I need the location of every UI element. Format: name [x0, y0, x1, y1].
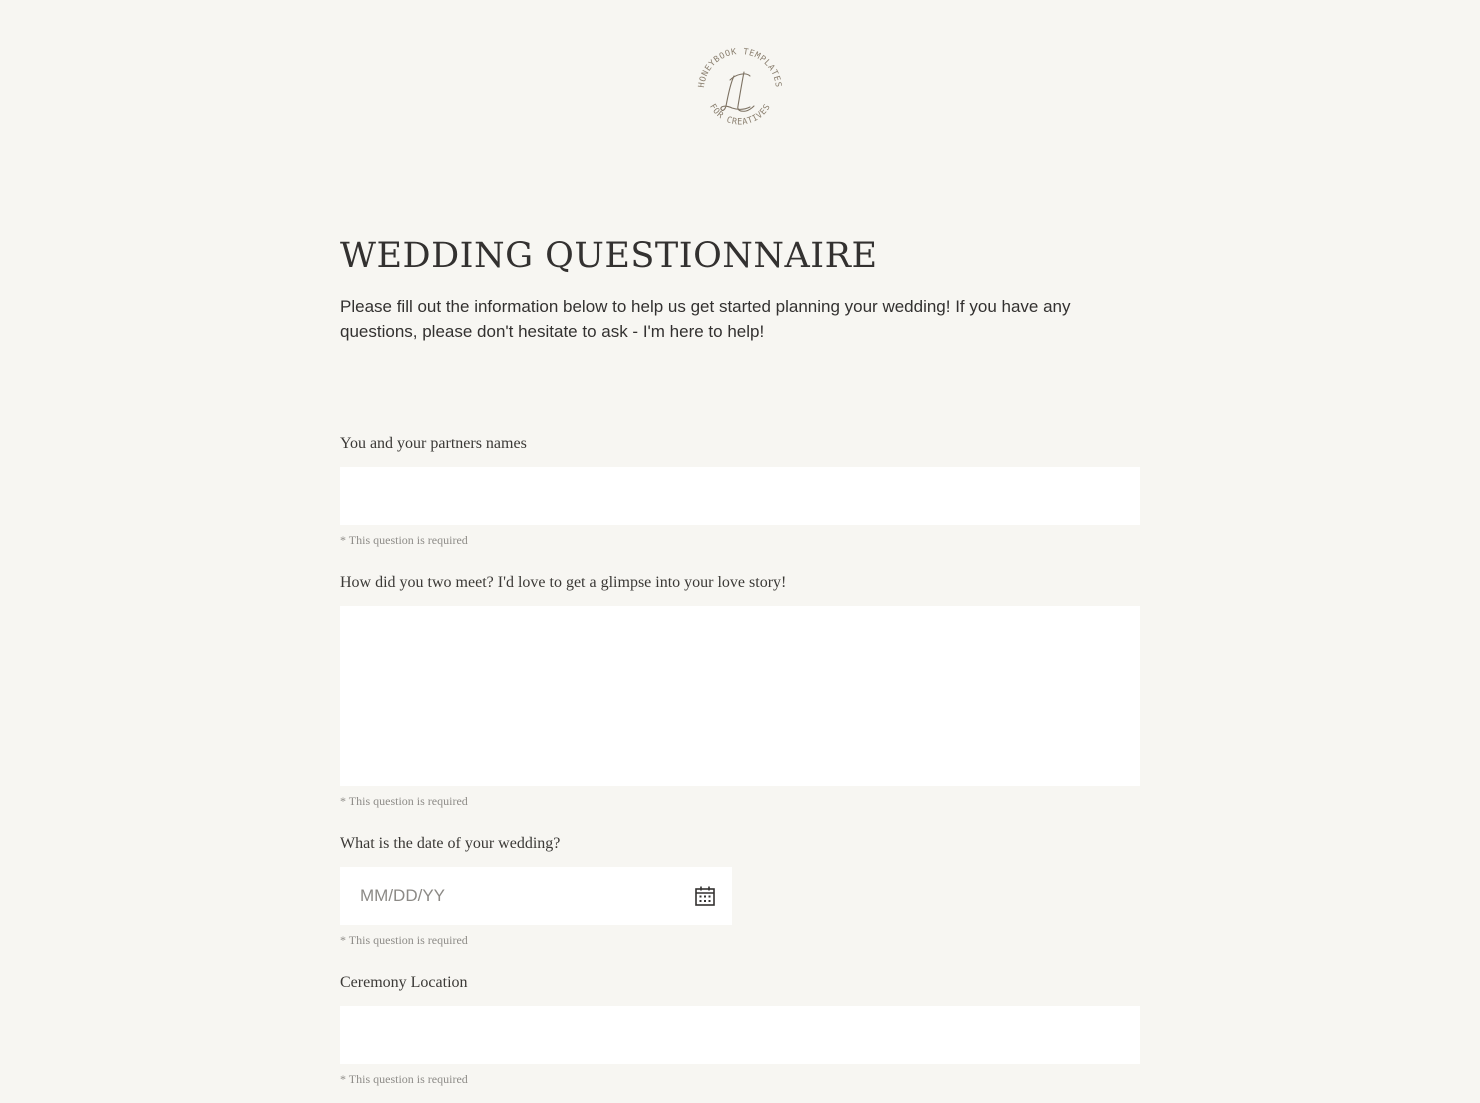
question-label: You and your partners names: [340, 435, 527, 452]
question-names: [340, 434, 1140, 547]
calendar-icon[interactable]: [694, 885, 716, 907]
question-love-story: [340, 573, 1140, 808]
love-story-textarea[interactable]: [340, 606, 1140, 786]
required-note: * This question is required: [340, 933, 468, 947]
question-wedding-date: [340, 834, 1140, 947]
question-label: Ceremony Location: [340, 974, 468, 991]
page-title: WEDDING QUESTIONNAIRE: [340, 236, 878, 276]
form-header: [340, 234, 1140, 344]
date-field: [340, 867, 732, 925]
question-label: What is the date of your wedding?: [340, 835, 561, 852]
brand-logo-seal: [690, 40, 790, 140]
required-note: * This question is required: [340, 533, 468, 547]
required-note: * This question is required: [340, 794, 468, 808]
names-input[interactable]: [340, 467, 1140, 525]
brand-logo: [690, 40, 790, 140]
svg-text:FOR CREATIVES: FOR CREATIVES: [707, 102, 773, 128]
wedding-date-input[interactable]: [340, 867, 680, 925]
question-label: How did you two meet? I'd love to get a glimpse into your love story!: [340, 574, 787, 591]
svg-text:HONEYBOOK TEMPLATES: HONEYBOOK TEMPLATES: [697, 47, 783, 89]
question-ceremony-location: [340, 973, 1140, 1086]
required-note: * This question is required: [340, 1072, 468, 1086]
ceremony-location-input[interactable]: [340, 1006, 1140, 1064]
intro-text: Please fill out the information below to help us get started planning your wedding! If you have any questions, please don't hesitate to ask - I'm here to help!: [340, 297, 1071, 341]
